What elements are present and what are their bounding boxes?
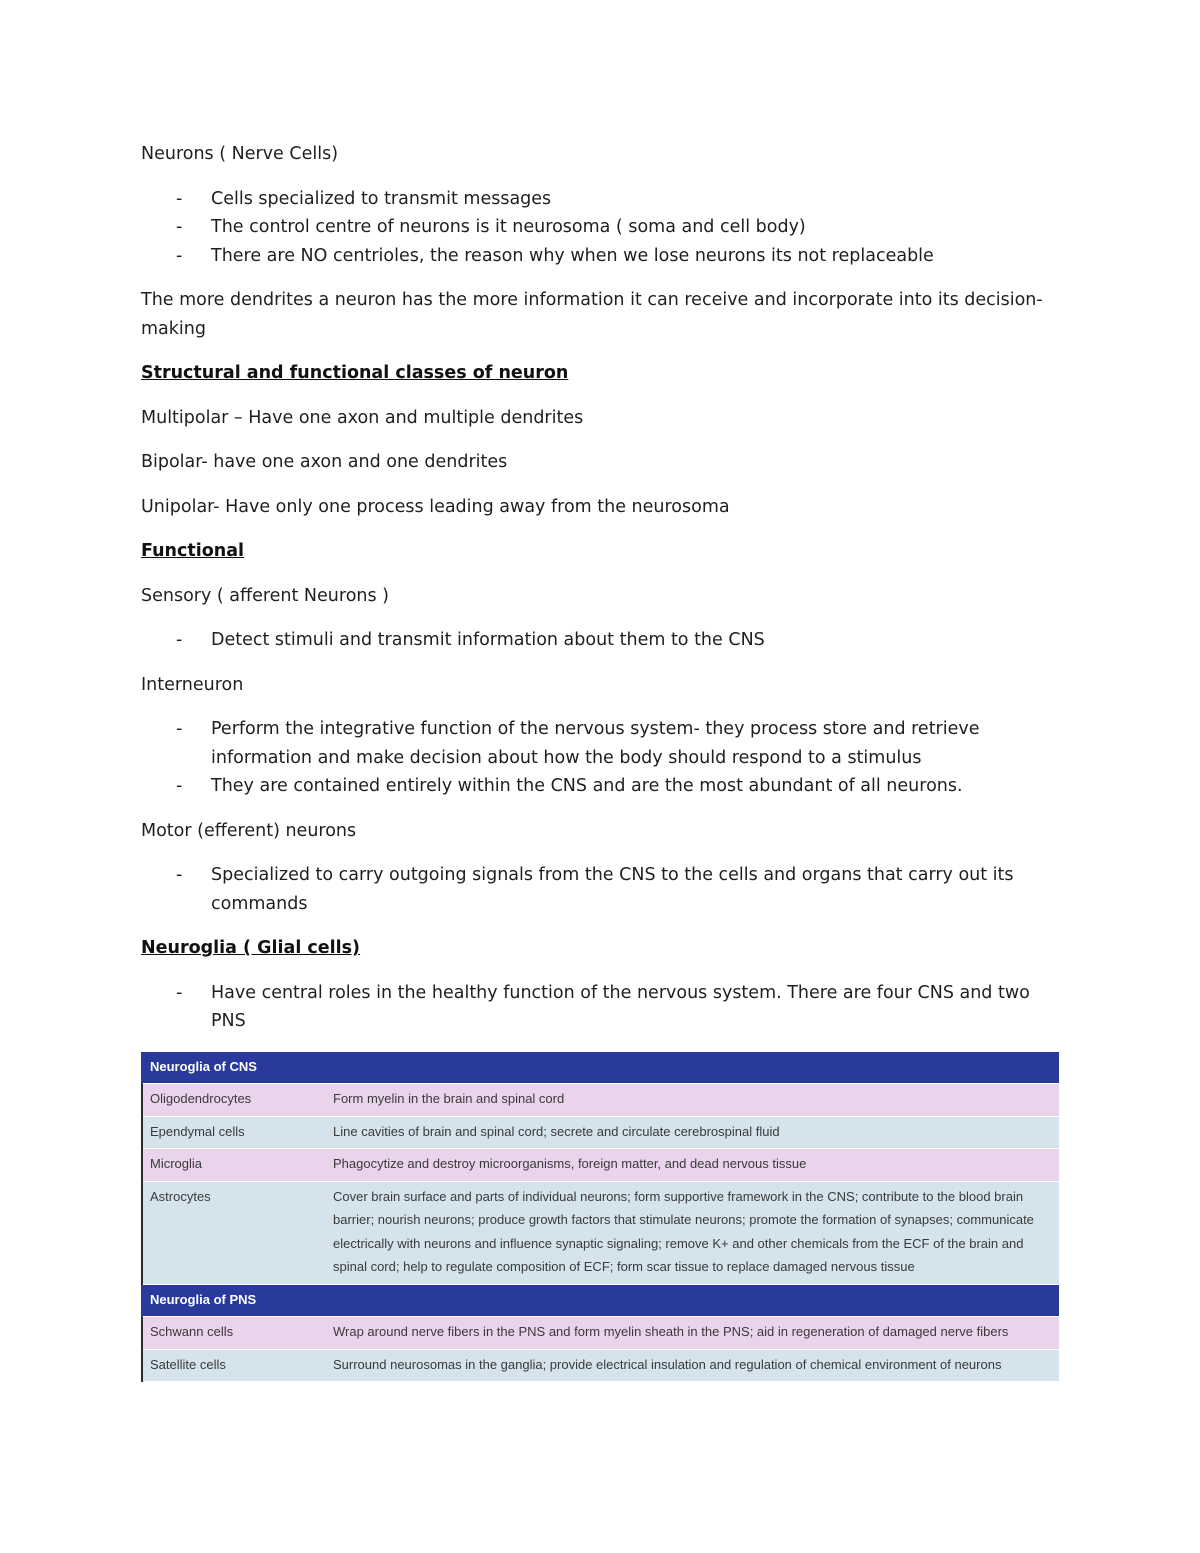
structural-heading: Structural and functional classes of neuron xyxy=(141,363,569,383)
dendrites-paragraph: The more dendrites a neuron has the more information it can receive and incorporate into its decision-making xyxy=(141,290,1043,339)
functional-heading: Functional xyxy=(141,541,245,561)
structural-class-bipolar: Bipolar- have one axon and one dendrites xyxy=(141,452,508,472)
motor-bullet-list xyxy=(141,861,1059,918)
structural-class-unipolar: Unipolar- Have only one process leading away from the neurosoma xyxy=(141,496,730,517)
list-item: - They are contained entirely within the CNS and are the most abundant of all neurons. xyxy=(176,776,963,796)
neuroglia-heading: Neuroglia ( Glial cells) xyxy=(141,938,361,958)
neuroglia-bullet-list xyxy=(141,979,1059,1036)
table-row: Oligodendrocytes Form myelin in the brain and spinal cord xyxy=(142,1084,1059,1117)
list-item: - Cells specialized to transmit messages xyxy=(176,188,552,209)
list-item: - The control centre of neurons is it neurosoma ( soma and cell body) xyxy=(176,217,806,237)
sensory-label: Sensory ( afferent Neurons ) xyxy=(141,585,389,606)
structural-class-multipolar: Multipolar – Have one axon and multiple dendrites xyxy=(141,407,584,428)
document-page xyxy=(141,140,1059,1382)
table-row: Microglia Phagocytize and destroy microorganisms, foreign matter, and dead nervous tissue xyxy=(142,1149,1059,1182)
list-item: - Specialized to carry outgoing signals from the CNS to the cells and organs that carry out its commands xyxy=(176,865,1014,914)
sensory-bullet-list xyxy=(141,626,1059,655)
neuroglia-table xyxy=(141,1052,1059,1383)
table-row: Ependymal cells Line cavities of brain and spinal cord; secrete and circulate cerebrospinal fluid xyxy=(142,1116,1059,1149)
table-row: Schwann cells Wrap around nerve fibers in the PNS and form myelin sheath in the PNS; aid in regeneration of damaged nerve fibers xyxy=(142,1317,1059,1350)
interneuron-bullet-list xyxy=(141,715,1059,801)
interneuron-label: Interneuron xyxy=(141,674,244,695)
list-item: - Detect stimuli and transmit information about them to the CNS xyxy=(176,630,765,650)
page-title: Neurons ( Nerve Cells) xyxy=(141,144,339,164)
table-section-header-cns: Neuroglia of CNS xyxy=(142,1052,1059,1084)
intro-bullet-list xyxy=(141,185,1059,271)
list-item: - There are NO centrioles, the reason why when we lose neurons its not replaceable xyxy=(176,245,934,266)
motor-label: Motor (efferent) neurons xyxy=(141,820,357,841)
table-row: Satellite cells Surround neurosomas in the ganglia; provide electrical insulation and regulation of chemical environment of neurons xyxy=(142,1349,1059,1382)
table-section-header-pns: Neuroglia of PNS xyxy=(142,1284,1059,1317)
list-item: - Have central roles in the healthy function of the nervous system. There are four CNS and two PNS xyxy=(176,982,1030,1031)
table-row: Astrocytes Cover brain surface and parts of individual neurons; form supportive framework in the CNS; contribute to the blood brain barrier; nourish neurons; produce growth factors that stimulate neurons; promote the formation of synapses; communicate electrically with neurons and influence synaptic signaling; remove K+ and other chemicals from the ECF of the brain and spinal cord; help to regulate composition of ECF; form scar tissue to replace damaged nervous tissue xyxy=(142,1181,1059,1284)
list-item: - Perform the integrative function of the nervous system- they process store and retrieve information and make decision about how the body should respond to a stimulus xyxy=(176,719,980,768)
